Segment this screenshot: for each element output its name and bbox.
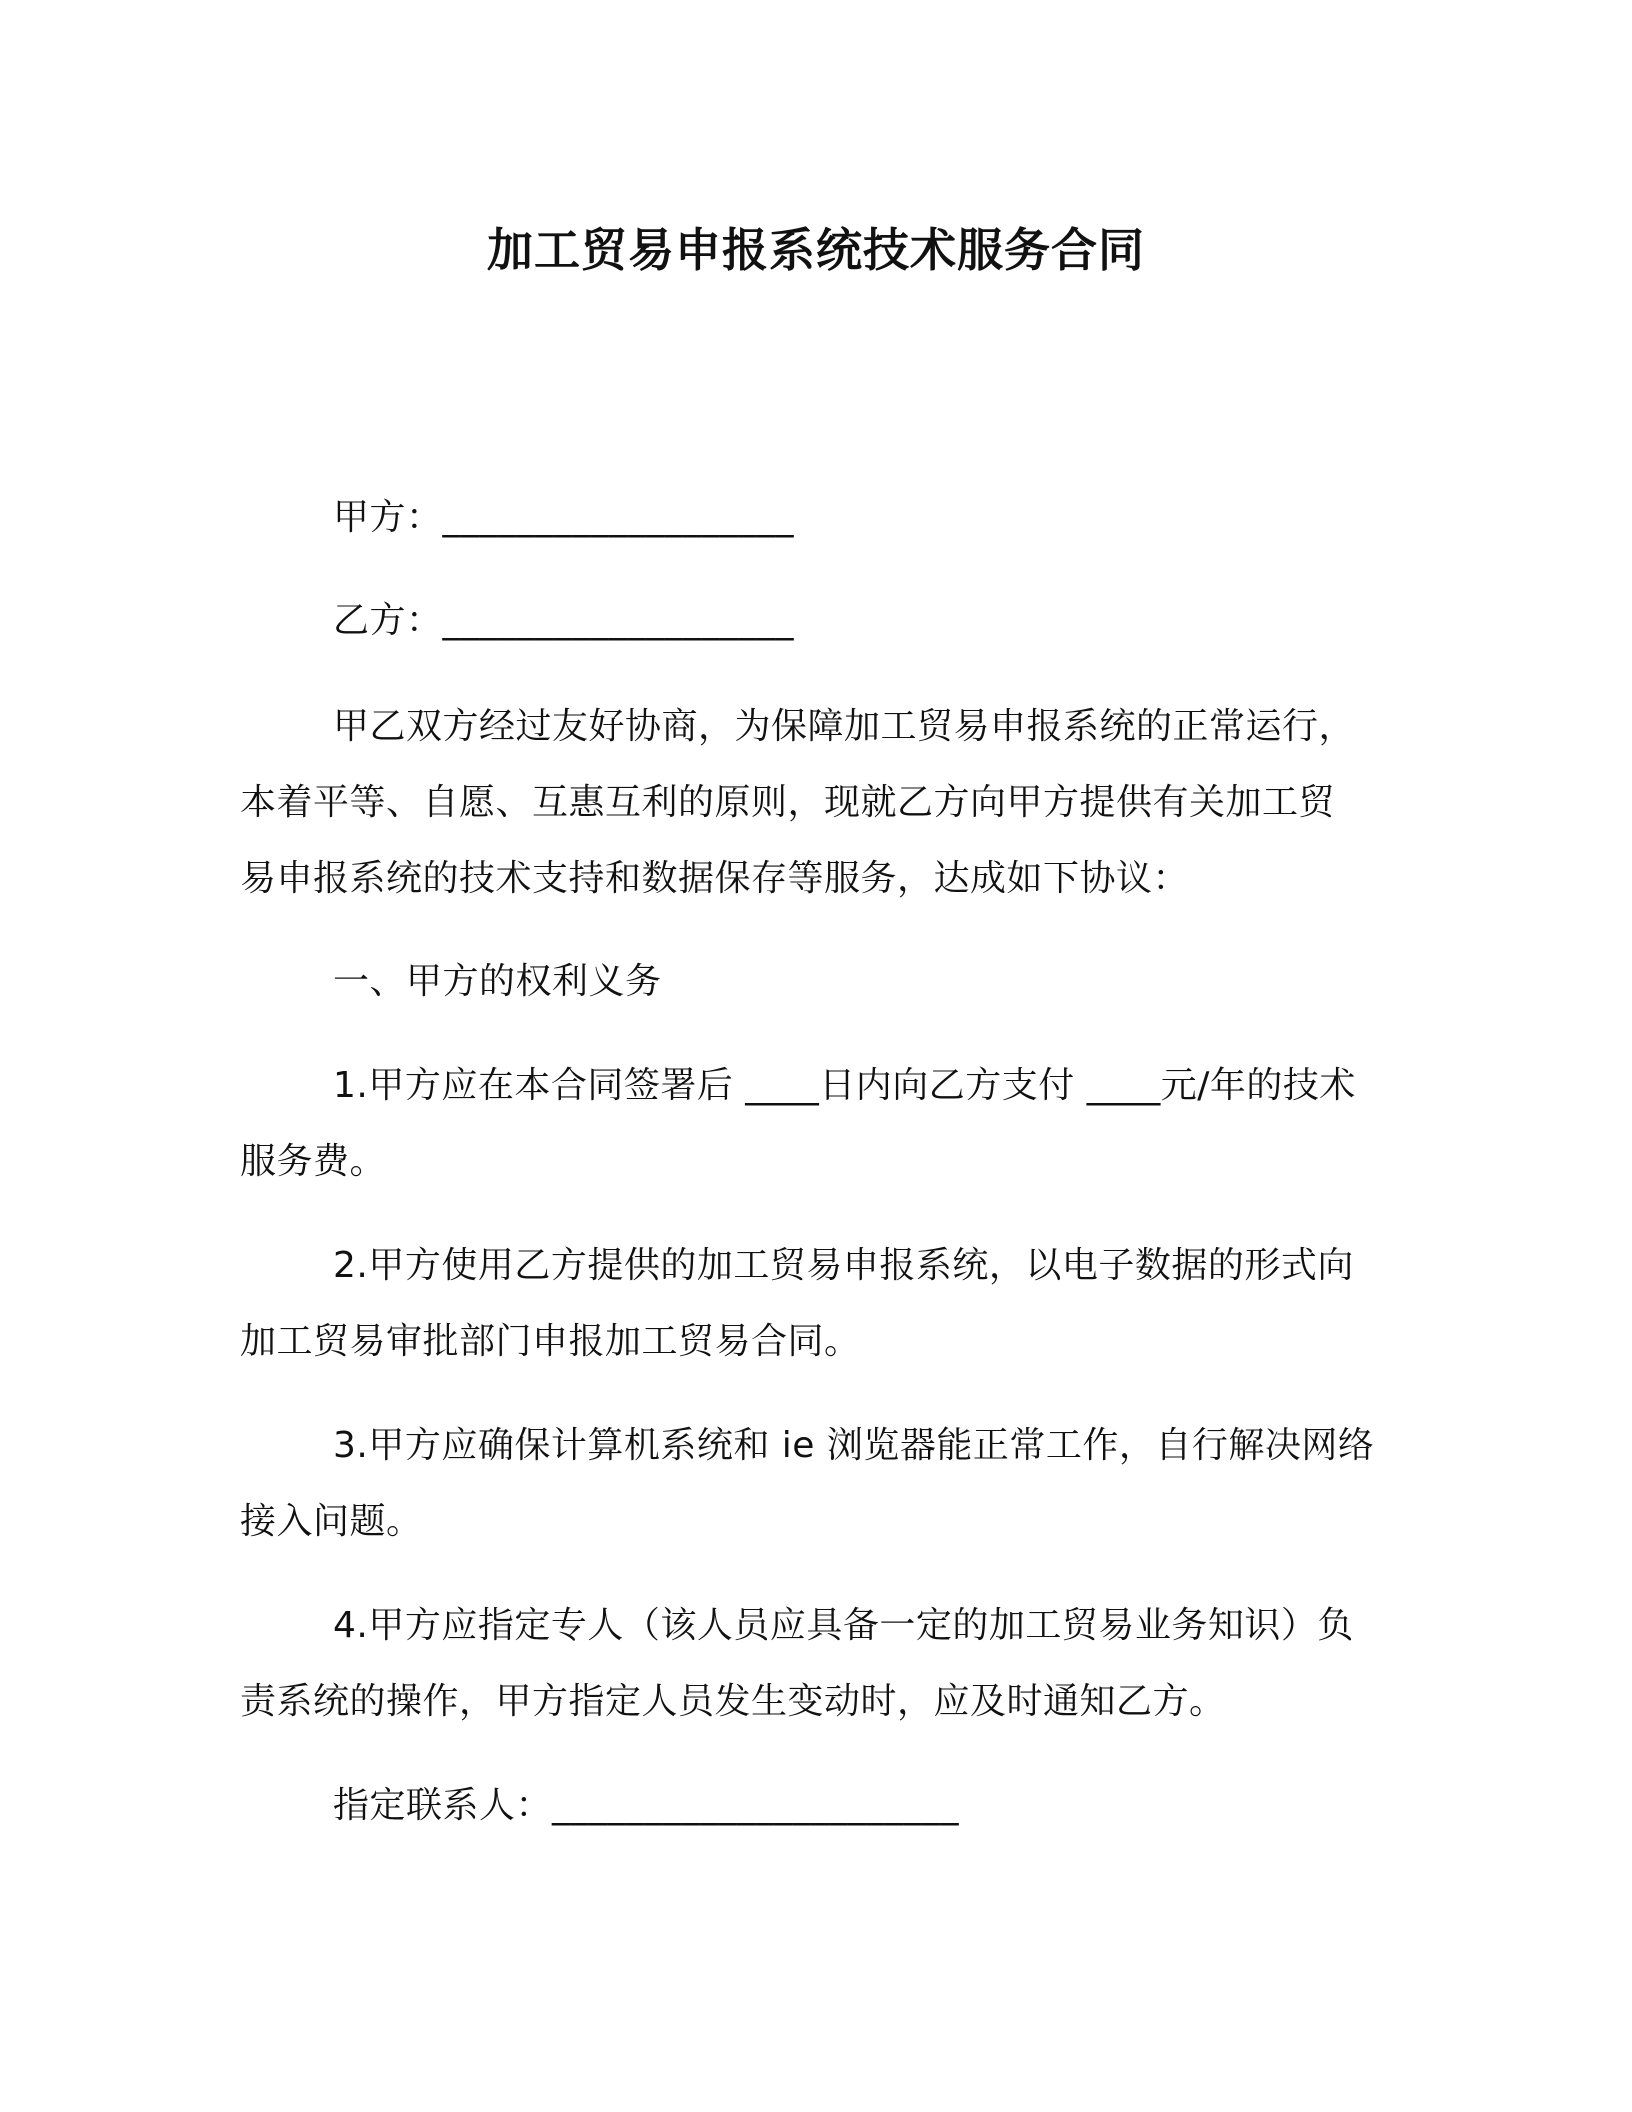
clause-4-line-1: 4.甲方应指定专人（该人员应具备一定的加工贸易业务知识）负: [333, 1605, 1354, 1646]
clause-3-line-1: 3.甲方应确保计算机系统和 ie 浏览器能正常工作，自行解决网络: [333, 1425, 1375, 1466]
clause-1-line-2: 服务费。: [240, 1141, 387, 1182]
clause-4-line-2: 责系统的操作，甲方指定人员发生变动时，应及时通知乙方。: [240, 1681, 1226, 1722]
clause-1-line-1: 1.甲方应在本合同签署后 ____日内向乙方支付 ____元/年的技术: [333, 1065, 1356, 1106]
contact-line: 指定联系人：______________________: [333, 1785, 960, 1826]
document-title: 加工贸易申报系统技术服务合同: [487, 223, 1145, 277]
preamble-line-1: 甲乙双方经过友好协商，为保障加工贸易申报系统的正常运行，: [333, 706, 1356, 747]
preamble-line-2: 本着平等、自愿、互惠互利的原则，现就乙方向甲方提供有关加工贸: [240, 782, 1336, 823]
party-b-line: 乙方：___________________: [333, 600, 795, 641]
party-a-line: 甲方：___________________: [333, 497, 795, 538]
clause-3-line-2: 接入问题。: [240, 1501, 423, 1542]
clause-2-line-2: 加工贸易审批部门申报加工贸易合同。: [240, 1321, 861, 1362]
clause-2-line-1: 2.甲方使用乙方提供的加工贸易申报系统，以电子数据的形式向: [333, 1245, 1354, 1286]
section-1-heading: 一、甲方的权利义务: [333, 961, 662, 1002]
preamble-line-3: 易申报系统的技术支持和数据保存等服务，达成如下协议：: [240, 858, 1190, 899]
